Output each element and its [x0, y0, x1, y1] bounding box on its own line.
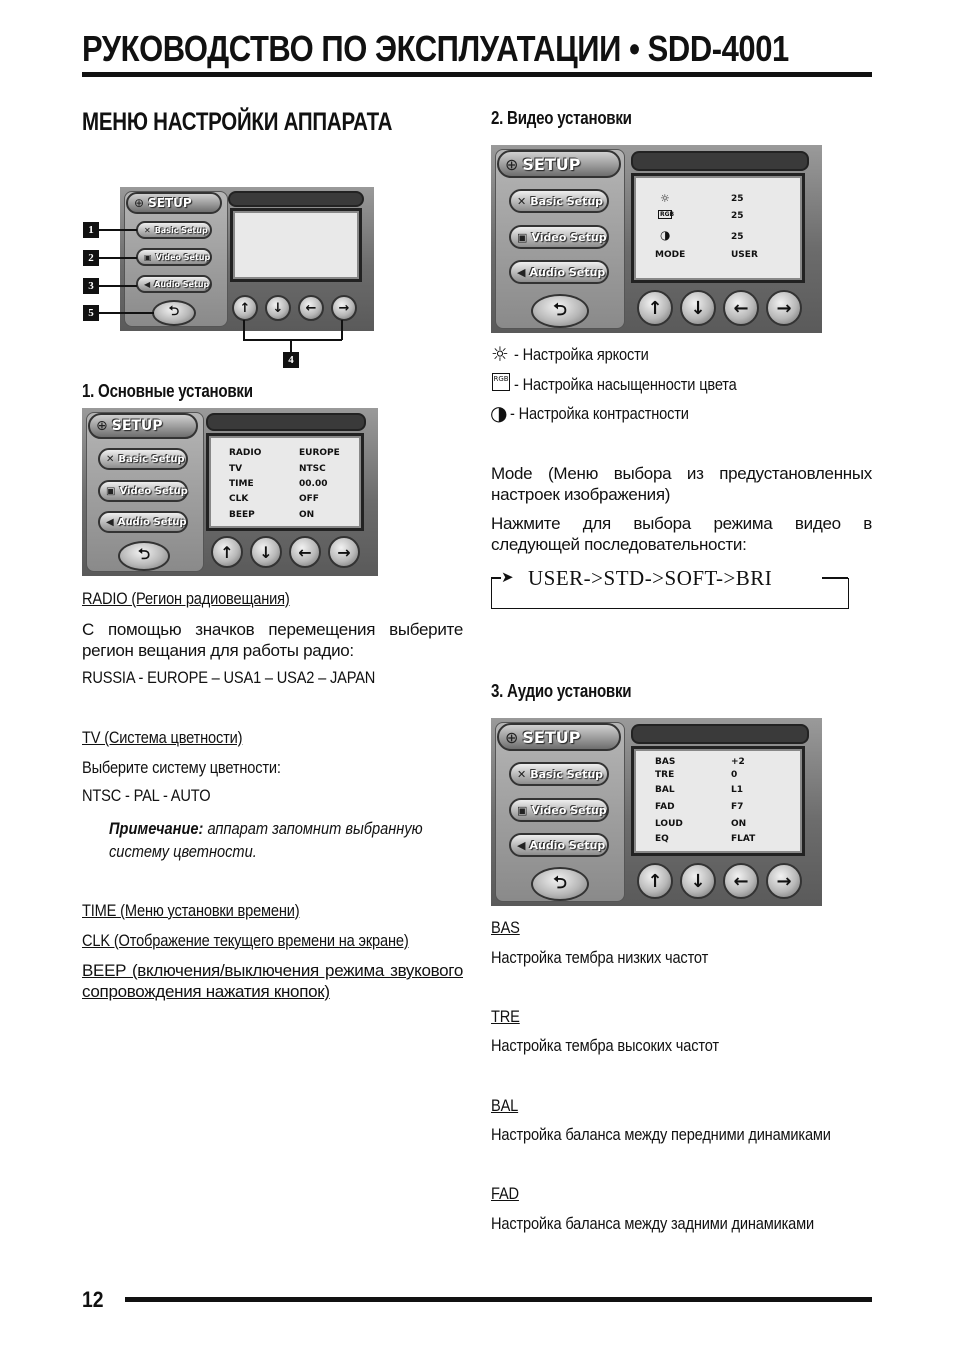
param-label: CLK — [229, 494, 249, 504]
saturation-label: - Настройка насыщенности цвета — [514, 375, 737, 394]
param-label: TRE — [655, 770, 675, 780]
callout-4: 4 — [283, 352, 299, 368]
globe-icon: ⊕ — [96, 418, 108, 434]
right-arrow-button[interactable] — [766, 290, 802, 326]
radio-title: RADIO (Регион радиовещания) — [82, 589, 290, 608]
down-arrow-icon: ↓ — [272, 300, 284, 316]
footer-rule — [125, 1297, 872, 1302]
bas-text: Настройка тембра низких частот — [491, 948, 709, 967]
time-title: TIME (Меню установки времени) — [82, 901, 300, 920]
brightness-label: - Настройка яркости — [514, 345, 649, 364]
up-arrow-icon: ↑ — [647, 297, 663, 319]
up-arrow-icon: ↑ — [647, 870, 663, 892]
param-label: TIME — [229, 479, 254, 489]
audio-setup-screen — [491, 718, 822, 906]
audio-setup-button[interactable]: ◀ Audio Setup — [136, 275, 212, 293]
down-arrow-button[interactable] — [250, 536, 282, 568]
beep-title: BEEP (включения/выключения режима звукового сопровождения нажатия кнопок) — [82, 961, 463, 1001]
callout-line — [99, 229, 137, 231]
up-arrow-button[interactable] — [637, 863, 673, 899]
bal-text: Настройка баланса между передними динамиками — [491, 1125, 831, 1144]
brightness-icon: ☼ — [660, 192, 670, 205]
display-panel — [206, 433, 364, 531]
video-icon: ▣ — [517, 230, 528, 244]
param-value: 25 — [731, 232, 744, 242]
tre-title: TRE — [491, 1007, 520, 1026]
tv-list: NTSC - PAL - AUTO — [82, 786, 211, 805]
callout-2: 2 — [83, 250, 99, 266]
audio-setup-button[interactable]: ◀ Audio Setup — [509, 833, 609, 857]
param-label: RADIO — [229, 448, 262, 458]
callout-line — [243, 339, 342, 341]
up-arrow-icon: ↑ — [239, 300, 251, 316]
tre-text: Настройка тембра высоких частот — [491, 1036, 719, 1055]
title-bar — [206, 413, 366, 431]
down-arrow-icon: ↓ — [259, 542, 273, 562]
param-value: ON — [299, 510, 315, 520]
back-button[interactable] — [531, 294, 589, 328]
video-icon: ▣ — [517, 803, 528, 817]
tv-text: Выберите систему цветности: — [82, 758, 281, 777]
right-arrow-icon: → — [776, 870, 792, 892]
video-setup-screen — [491, 145, 822, 333]
back-icon: ⮌ — [553, 872, 567, 893]
param-value: +2 — [731, 757, 745, 767]
sequence-line — [822, 577, 848, 579]
wrench-icon: ✕ — [144, 225, 151, 235]
speaker-icon: ◀ — [144, 279, 151, 289]
param-value: 25 — [731, 211, 744, 221]
callout-line — [99, 257, 137, 259]
up-arrow-button[interactable] — [232, 295, 258, 321]
param-value: OFF — [299, 494, 319, 504]
video-icon: ▣ — [144, 252, 152, 262]
display-panel — [631, 173, 805, 283]
left-arrow-icon: ← — [298, 542, 312, 562]
section-title: МЕНЮ НАСТРОЙКИ АППАРАТА — [82, 108, 393, 136]
clk-title: CLK (Отображение текущего времени на экране) — [82, 931, 409, 950]
video-heading: 2. Видео установки — [491, 108, 632, 128]
audio-heading: 3. Аудио установки — [491, 681, 632, 701]
left-arrow-icon: ← — [733, 297, 749, 319]
callout-line — [99, 285, 137, 287]
brightness-icon: ☼ — [491, 342, 509, 366]
callout-line — [99, 312, 154, 314]
param-label: MODE — [655, 250, 686, 260]
contrast-icon: ◑ — [490, 401, 508, 425]
down-arrow-button[interactable] — [265, 295, 291, 321]
down-arrow-button[interactable] — [680, 863, 716, 899]
left-arrow-button[interactable] — [298, 295, 324, 321]
down-arrow-icon: ↓ — [690, 870, 706, 892]
back-button[interactable] — [531, 867, 589, 901]
bal-title: BAL — [491, 1096, 519, 1115]
up-arrow-button[interactable] — [211, 536, 243, 568]
back-icon: ⮌ — [168, 304, 180, 319]
note — [109, 818, 423, 840]
radio-list: RUSSIA - EUROPE – USA1 – USA2 – JAPAN — [82, 668, 376, 687]
header-rule — [82, 72, 872, 77]
speaker-icon: ◀ — [517, 265, 526, 279]
display-panel — [230, 208, 362, 282]
param-value: EUROPE — [299, 448, 340, 458]
wrench-icon: ✕ — [517, 767, 527, 781]
mode-sequence: USER->STD->SOFT->BRI — [528, 566, 773, 590]
globe-icon: ⊕ — [505, 727, 519, 747]
fad-title: FAD — [491, 1184, 519, 1203]
video-setup-button[interactable]: ▣ Video Setup — [98, 480, 188, 502]
back-icon: ⮌ — [137, 544, 150, 563]
video-icon: ▣ — [106, 485, 116, 497]
page-header-title: РУКОВОДСТВО ПО ЭКСПЛУАТАЦИИ • SDD-4001 — [82, 28, 789, 69]
setup-tab[interactable]: ⊕ SETUP — [126, 192, 222, 214]
video-setup-button[interactable]: ▣ Video Setup — [509, 225, 609, 249]
speaker-icon: ◀ — [517, 838, 526, 852]
param-label: BEEP — [229, 510, 255, 520]
param-value: 25 — [731, 194, 744, 204]
globe-icon: ⊕ — [505, 154, 519, 174]
up-arrow-button[interactable] — [637, 290, 673, 326]
param-label: BAS — [655, 757, 676, 767]
callout-1: 1 — [83, 222, 99, 238]
setup-tab[interactable]: ⊕ SETUP — [88, 413, 198, 439]
note-text: аппарат запомнит выбранную — [203, 819, 423, 838]
display-panel — [631, 746, 805, 856]
basic-setup-button[interactable]: ✕ Basic Setup — [98, 448, 188, 470]
contrast-label: - Настройка контрастности — [510, 404, 689, 423]
sequence-line — [491, 577, 501, 579]
tv-title: TV (Система цветности) — [82, 728, 243, 747]
setup-tab[interactable]: ⊕ SETUP — [497, 723, 621, 751]
param-value: 00.00 — [299, 479, 328, 489]
radio-text: С помощью значков перемещения выберите регион вещания для работы радио: — [82, 620, 463, 660]
param-label: TV — [229, 464, 243, 474]
basic-setup-button[interactable]: ✕ Basic Setup — [509, 189, 609, 213]
right-arrow-button[interactable] — [766, 863, 802, 899]
callout-3: 3 — [83, 278, 99, 294]
title-bar — [228, 191, 364, 207]
left-arrow-button[interactable] — [723, 863, 759, 899]
callout-line — [341, 320, 343, 340]
param-value: F7 — [731, 802, 744, 812]
back-icon: ⮌ — [553, 299, 567, 320]
basic-setup-button[interactable]: ✕ Basic Setup — [136, 221, 212, 239]
left-arrow-icon: ← — [305, 300, 317, 316]
wrench-icon: ✕ — [517, 194, 527, 208]
back-button[interactable] — [118, 541, 170, 571]
rgb-icon: RGB — [660, 211, 675, 218]
setup-menu-diagram — [120, 187, 374, 331]
left-arrow-button[interactable] — [289, 536, 321, 568]
video-setup-button[interactable]: ▣ Video Setup — [509, 798, 609, 822]
param-value: NTSC — [299, 464, 326, 474]
setup-tab[interactable]: ⊕ SETUP — [497, 150, 621, 178]
param-label: BAL — [655, 785, 675, 795]
basic-heading: 1. Основные установки — [82, 381, 253, 401]
page-number: 12 — [82, 1287, 104, 1312]
basic-setup-button[interactable]: ✕ Basic Setup — [509, 762, 609, 786]
basic-setup-screen — [82, 408, 378, 576]
down-arrow-button[interactable] — [680, 290, 716, 326]
param-value: 0 — [731, 770, 738, 780]
param-label: EQ — [655, 834, 669, 844]
bas-title: BAS — [491, 918, 520, 937]
right-arrow-button[interactable] — [331, 295, 357, 321]
left-arrow-icon: ← — [733, 870, 749, 892]
video-setup-button[interactable]: ▣ Video Setup — [136, 248, 212, 266]
param-label: LOUD — [655, 819, 683, 829]
callout-line — [290, 339, 292, 353]
down-arrow-icon: ↓ — [690, 297, 706, 319]
right-arrow-icon: → — [337, 542, 351, 562]
param-value: L1 — [731, 785, 743, 795]
speaker-icon: ◀ — [106, 516, 114, 528]
globe-icon: ⊕ — [134, 196, 145, 210]
title-bar — [631, 151, 809, 171]
arrow-right-icon: ➤ — [501, 569, 514, 586]
left-arrow-button[interactable] — [723, 290, 759, 326]
right-arrow-icon: → — [338, 300, 350, 316]
note-text-2: систему цветности. — [109, 842, 257, 861]
title-bar — [631, 724, 809, 744]
back-button[interactable] — [152, 300, 196, 326]
press-text: Нажмите для выбора режима видео в следующей последовательности: — [491, 514, 872, 554]
right-arrow-button[interactable] — [328, 536, 360, 568]
callout-5: 5 — [83, 305, 99, 321]
audio-setup-button[interactable]: ◀ Audio Setup — [509, 260, 609, 284]
param-label: FAD — [655, 802, 675, 812]
mode-text: Mode (Меню выбора из предустановленных настроек изображения) — [491, 464, 872, 504]
param-value: ON — [731, 819, 747, 829]
up-arrow-icon: ↑ — [220, 542, 234, 562]
param-value: FLAT — [731, 834, 756, 844]
audio-setup-button[interactable]: ◀ Audio Setup — [98, 511, 188, 533]
contrast-icon: ◑ — [660, 228, 671, 242]
fad-text: Настройка баланса между задними динамиками — [491, 1214, 814, 1233]
param-value: USER — [731, 250, 758, 260]
rgb-icon: RGB — [492, 373, 510, 391]
right-arrow-icon: → — [776, 297, 792, 319]
callout-line — [243, 320, 245, 340]
wrench-icon: ✕ — [106, 453, 115, 465]
note-label: Примечание: — [109, 819, 204, 838]
